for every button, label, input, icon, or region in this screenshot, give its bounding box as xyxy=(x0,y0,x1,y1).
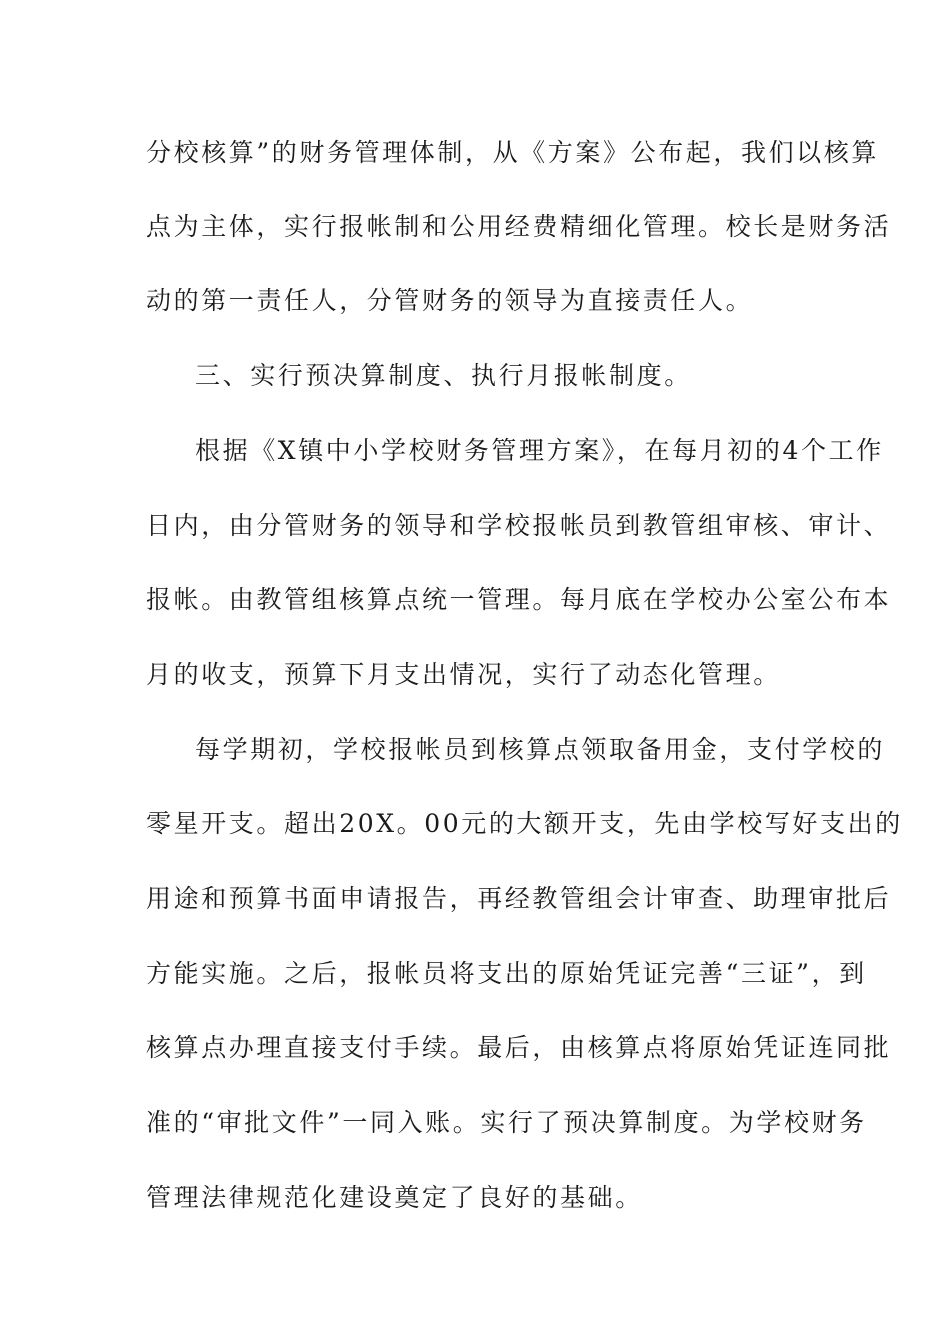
text-line: 报帐。由教管组核算点统一管理。每月底在学校办公室公布本 xyxy=(146,585,892,614)
text-line: 月的收支，预算下月支出情况，实行了动态化管理。 xyxy=(146,660,781,689)
text-line: 核算点办理直接支付手续。最后，由核算点将原始凭证连同批 xyxy=(146,1033,892,1062)
text-line: 日内，由分管财务的领导和学校报帐员到教管组审核、审计、 xyxy=(146,511,892,540)
text-line: 动的第一责任人，分管财务的领导为直接责任人。 xyxy=(146,286,754,315)
text-line: 零星开支。超出20X。00元的大额开支，先由学校写好支出的 xyxy=(146,809,903,838)
text-line: 点为主体，实行报帐制和公用经费精细化管理。校长是财务活 xyxy=(146,212,892,241)
text-line: 根据《X镇中小学校财务管理方案》，在每月初的4个工作 xyxy=(195,436,884,465)
text-line: 用途和预算书面申请报告，再经教管组会计审查、助理审批后 xyxy=(146,884,892,913)
text-line: 每学期初，学校报帐员到核算点领取备用金，支付学校的 xyxy=(195,735,886,764)
section-heading: 三、实行预决算制度、执行月报帐制度。 xyxy=(195,361,692,390)
text-line: 准的“审批文件”一同入账。实行了预决算制度。为学校财务 xyxy=(146,1108,867,1137)
text-line: 方能实施。之后，报帐员将支出的原始凭证完善“三证”，到 xyxy=(146,959,867,988)
text-line: 管理法律规范化建设奠定了良好的基础。 xyxy=(146,1183,643,1212)
text-line: 分校核算”的财务管理体制，从《方案》公布起，我们以核算 xyxy=(146,138,879,167)
